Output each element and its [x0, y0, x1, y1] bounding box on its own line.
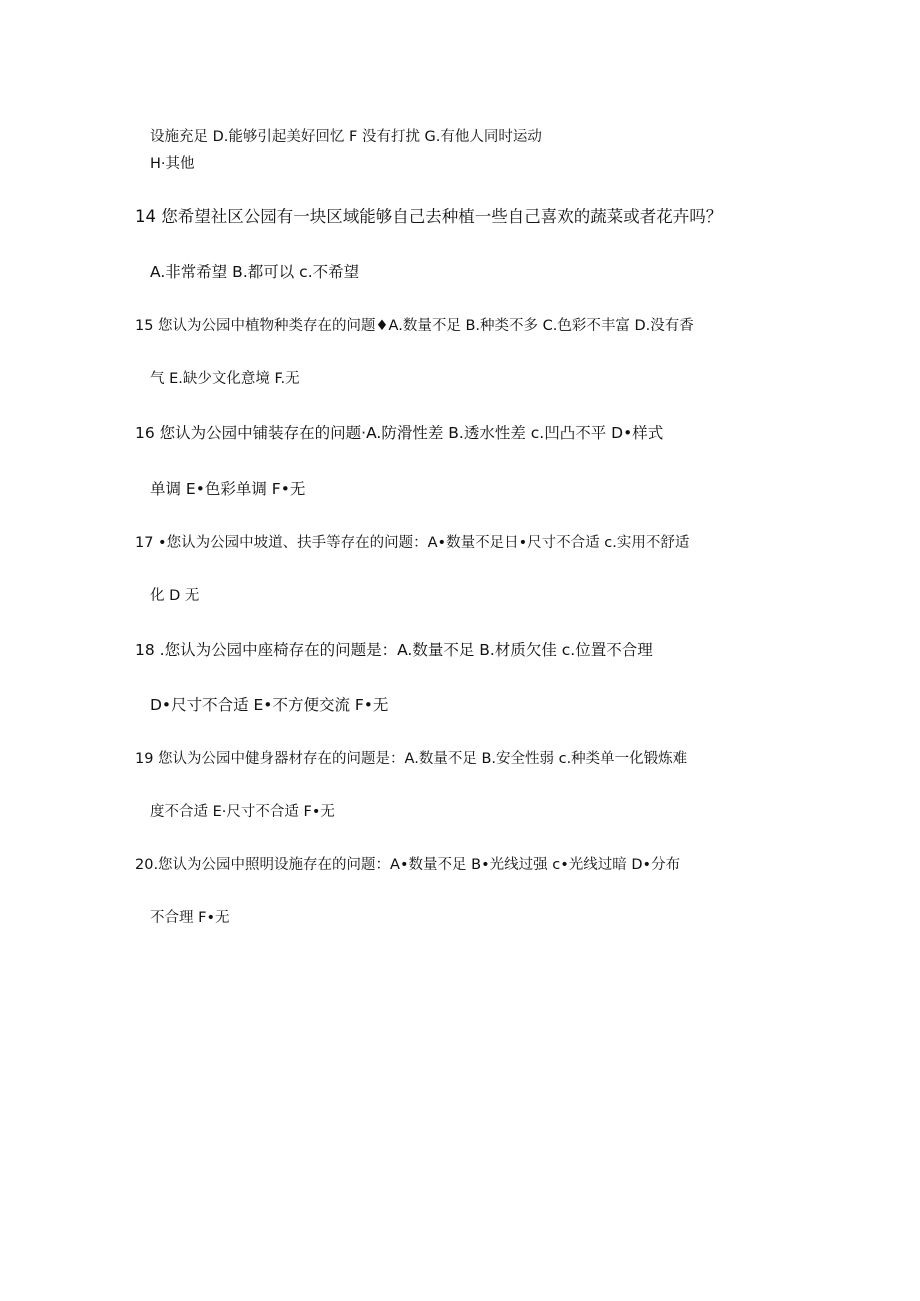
- q16-options-cont: 单调 E•色彩单调 F•无: [150, 480, 306, 498]
- q13-options-cont-line: 设施充足 D.能够引起美好回忆 F 没有打扰 G.有他人同时运动: [150, 129, 542, 145]
- q15-options-cont: 气 E.缺少文化意境 F.无: [150, 371, 300, 387]
- q19-options-cont: 度不合适 E·尺寸不合适 F•无: [150, 804, 335, 820]
- q14-options: A.非常希望 B.都可以 c.不希望: [150, 263, 360, 281]
- question-18: 18 .您认为公园中座椅存在的问题是：A.数量不足 B.材质欠佳 c.位置不合理: [135, 641, 653, 659]
- question-20: 20.您认为公园中照明设施存在的问题：A•数量不足 B•光线过强 c•光线过暗 D•分布: [135, 857, 681, 873]
- question-15: 15 您认为公园中植物种类存在的问题♦A.数量不足 B.种类不多 C.色彩不丰富 D.没有香: [135, 318, 694, 334]
- q20-options-cont: 不合理 F•无: [150, 910, 230, 926]
- question-19: 19 您认为公园中健身器材存在的问题是：A.数量不足 B.安全性弱 c.种类单一化锻炼难: [135, 751, 688, 767]
- q18-options-cont: D•尺寸不合适 E•不方便交流 F•无: [150, 696, 389, 714]
- q17-options-cont: 化 D 无: [150, 588, 200, 604]
- q13-options-end-line: H·其他: [150, 156, 195, 172]
- question-16: 16 您认为公园中铺装存在的问题·A.防滑性差 B.透水性差 c.凹凸不平 D•样式: [135, 424, 664, 442]
- question-17: 17 •您认为公园中坡道、扶手等存在的问题：A•数量不足日•尺寸不合适 c.实用不舒适: [135, 535, 690, 551]
- question-14: 14 您希望社区公园有一块区域能够自己去种植一些自己喜欢的蔬菜或者花卉吗？: [135, 207, 723, 226]
